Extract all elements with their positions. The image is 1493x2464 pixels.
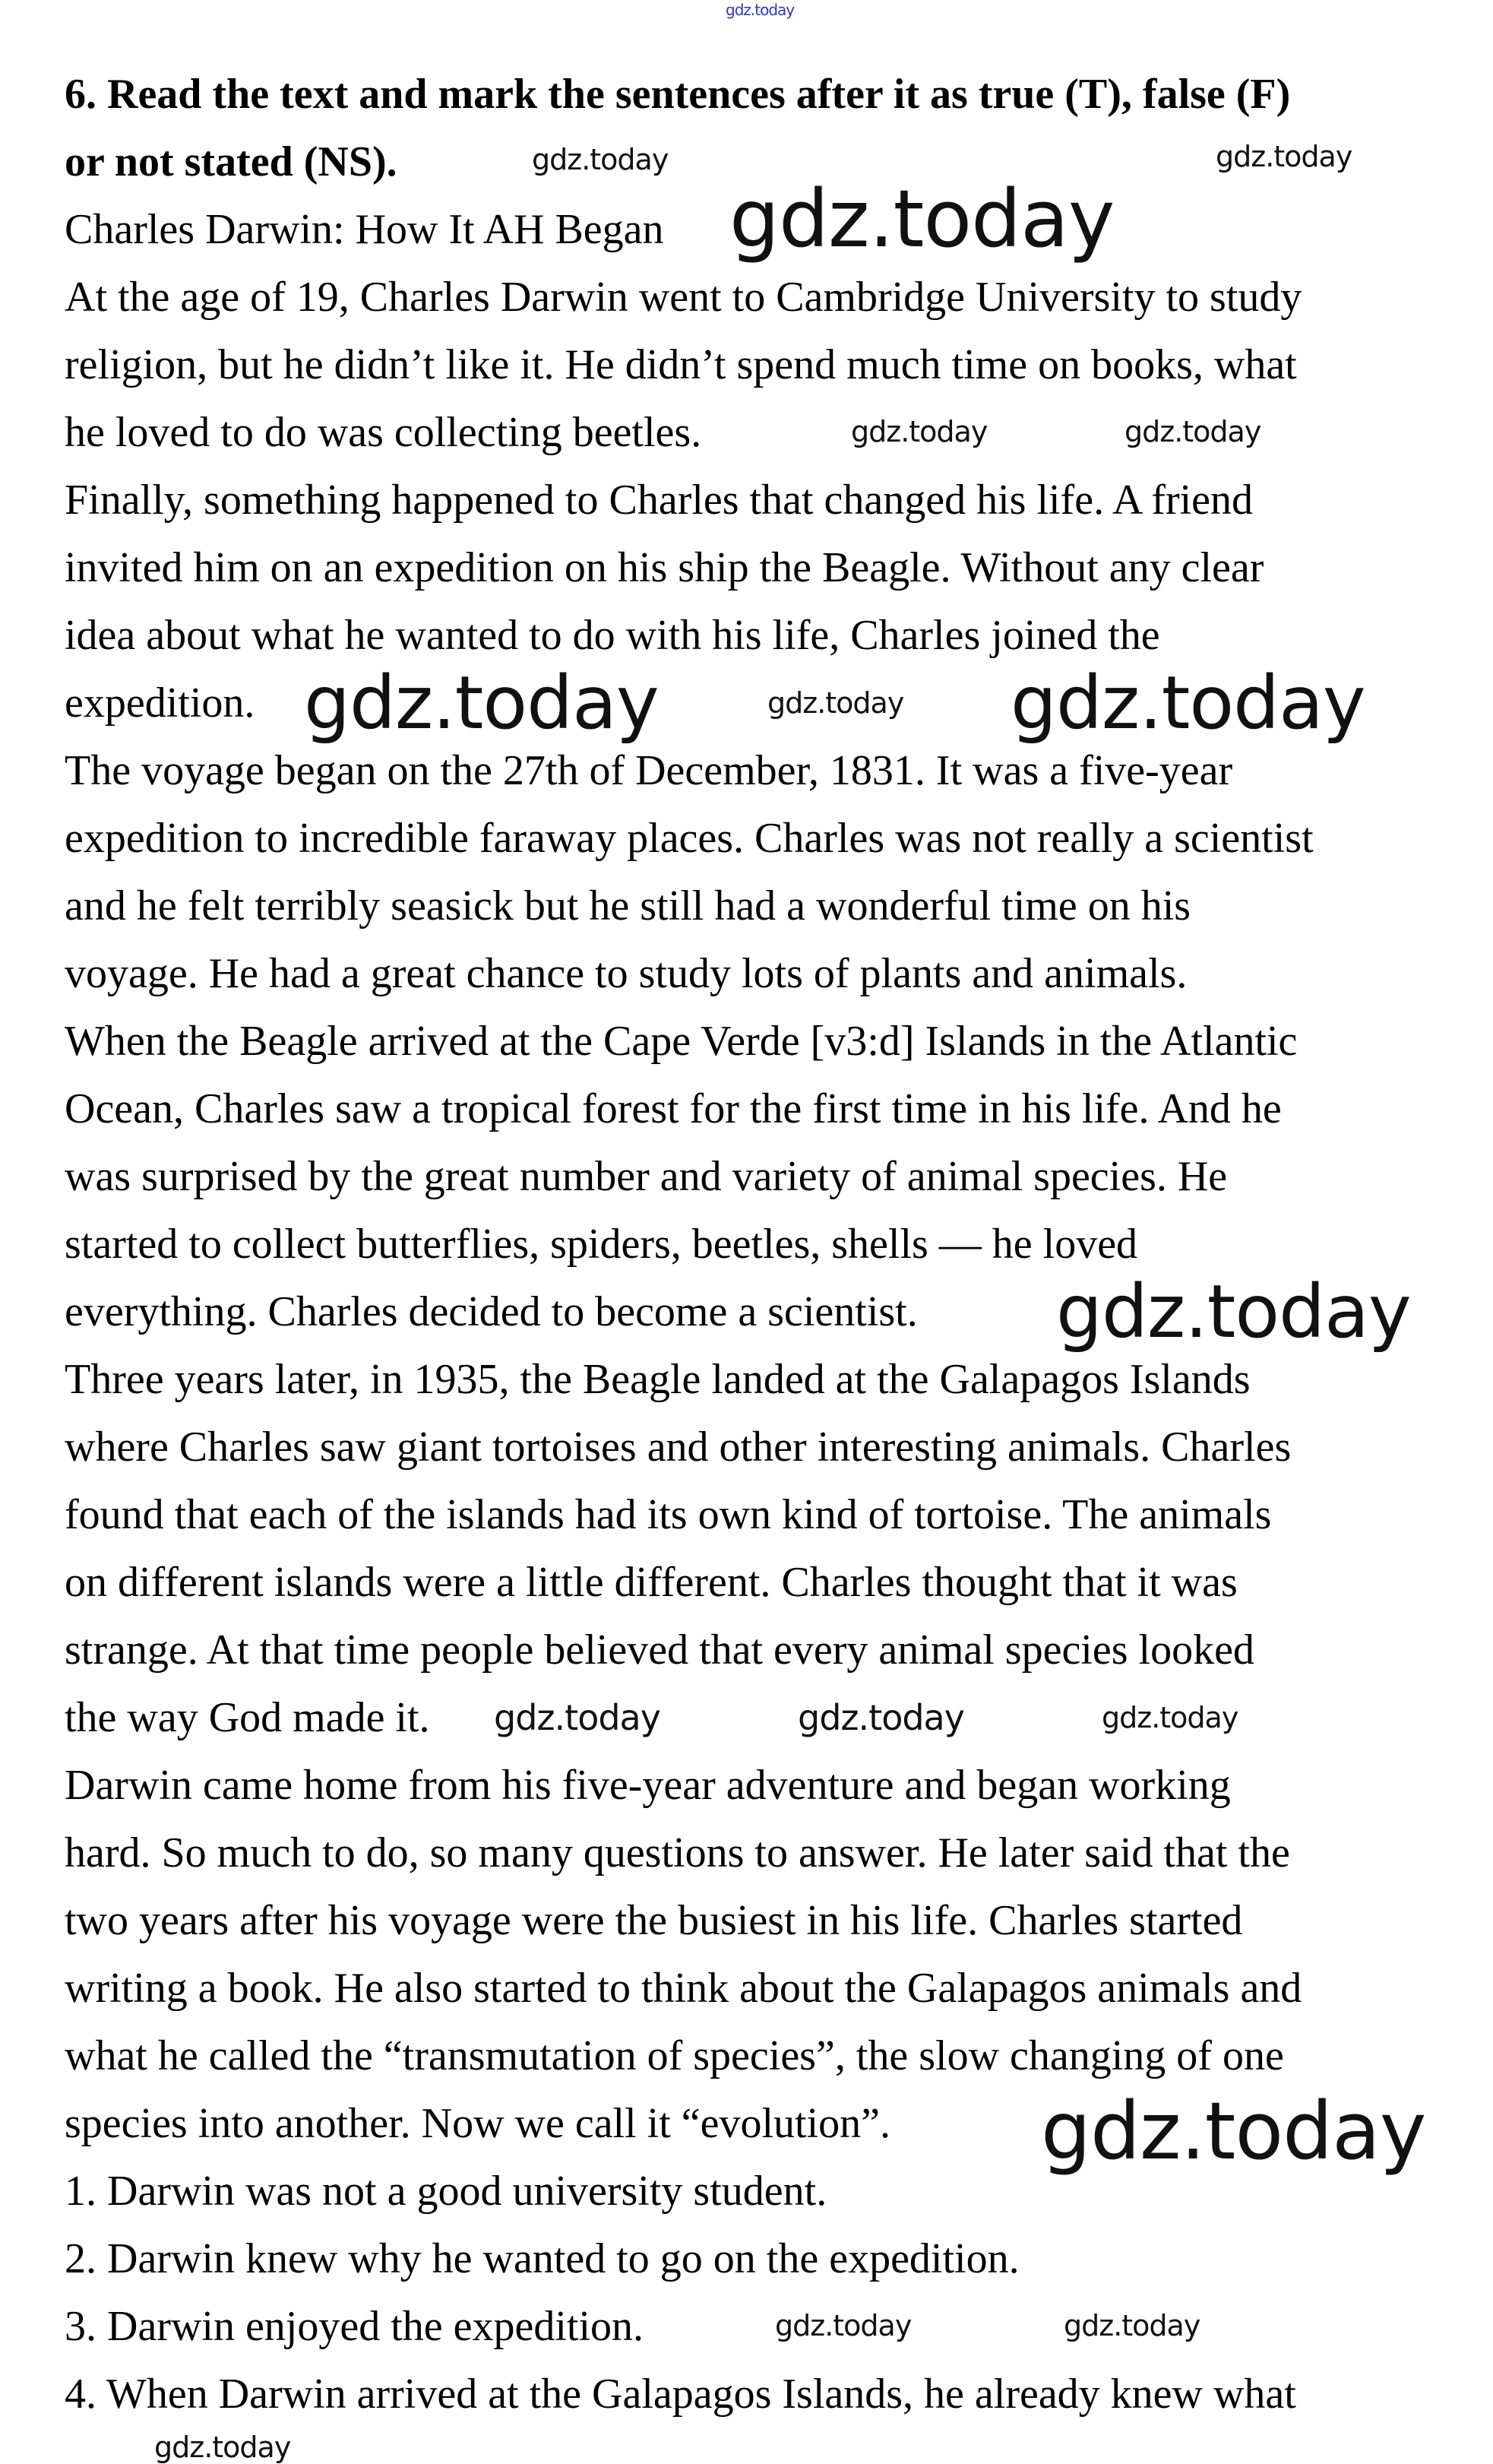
text-line: expedition. (65, 679, 255, 727)
text-line: what he called the “transmutation of species”, the slow changing of one (65, 2032, 1284, 2079)
text-line: Finally, something happened to Charles that changed his life. A friend (65, 477, 1254, 524)
task-title-line: 6. Read the text and mark the sentences after it as true (T), false (F) (65, 71, 1291, 118)
text-line: invited him on an expedition on his ship the Beagle. Without any clear (65, 544, 1264, 591)
text-line: At the age of 19, Charles Darwin went to Cambridge University to study (65, 274, 1302, 321)
text-line: religion, but he didn’t like it. He didn’t spend much time on books, what (65, 341, 1297, 388)
watermark: gdz.today (851, 415, 988, 448)
statement-item: 2. Darwin knew why he wanted to go on the expedition. (65, 2235, 1020, 2282)
text-line: idea about what he wanted to do with his life, Charles joined the (65, 612, 1160, 659)
text-line: where Charles saw giant tortoises and other interesting animals. Charles (65, 1424, 1292, 1471)
text-line: When the Beagle arrived at the Cape Verde [v3:d] Islands in the Atlantic (65, 1018, 1298, 1065)
header-watermark: gdz.today (726, 1, 795, 19)
watermark: gdz.today (798, 1697, 964, 1738)
text-line: expedition to incredible faraway places. Charles was not really a scientist (65, 815, 1314, 862)
watermark: gdz.today (154, 2431, 291, 2464)
text-line: found that each of the islands had its own kind of tortoise. The animals (65, 1491, 1272, 1538)
text-line: started to collect butterflies, spiders, beetles, shells — he loved (65, 1221, 1138, 1268)
task-title-line: or not stated (NS). (65, 138, 397, 185)
text-line: Ocean, Charles saw a tropical forest for the first time in his life. And he (65, 1085, 1282, 1132)
text-line: writing a book. He also started to think about the Galapagos animals and (65, 1965, 1302, 2012)
watermark: gdz.today (1124, 415, 1261, 448)
text-line: was surprised by the great number and variety of animal species. He (65, 1153, 1228, 1200)
text-line: everything. Charles decided to become a scientist. (65, 1288, 918, 1335)
text-line: Three years later, in 1935, the Beagle landed at the Galapagos Islands (65, 1356, 1251, 1403)
statement-item: 4. When Darwin arrived at the Galapagos Islands, he already knew what (65, 2371, 1296, 2418)
text-line: species into another. Now we call it “evolution”. (65, 2100, 891, 2147)
statement-item: 3. Darwin enjoyed the expedition. (65, 2303, 644, 2350)
watermark: gdz.today (532, 143, 669, 176)
text-line: The voyage began on the 27th of December, 1831. It was a five-year (65, 747, 1233, 794)
watermark: gdz.today (729, 173, 1115, 265)
text-title: Charles Darwin: How It AH Began (65, 206, 664, 253)
watermark: gdz.today (1064, 2309, 1200, 2342)
text-line: the way God made it. (65, 1694, 430, 1741)
text-line: and he felt terribly seasick but he still had a wonderful time on his (65, 882, 1191, 930)
text-line: voyage. He had a great chance to study lots of plants and animals. (65, 950, 1188, 997)
statement-item: 1. Darwin was not a good university student. (65, 2168, 827, 2215)
watermark: gdz.today (767, 686, 904, 720)
watermark: gdz.today (775, 2309, 912, 2342)
watermark: gdz.today (1056, 1269, 1411, 1354)
text-line: Darwin came home from his five-year adventure and began working (65, 1762, 1231, 1809)
watermark: gdz.today (1041, 2085, 1426, 2177)
text-line: on different islands were a little different. Charles thought that it was (65, 1559, 1238, 1606)
text-line: he loved to do was collecting beetles. (65, 409, 702, 456)
watermark: gdz.today (494, 1697, 660, 1738)
watermark: gdz.today (304, 660, 659, 746)
text-line: two years after his voyage were the busiest in his life. Charles started (65, 1897, 1243, 1944)
watermark: gdz.today (1102, 1701, 1238, 1734)
watermark: gdz.today (1216, 140, 1352, 173)
text-line: hard. So much to do, so many questions to answer. He later said that the (65, 1829, 1290, 1877)
text-line: strange. At that time people believed that every animal species looked (65, 1626, 1254, 1674)
watermark: gdz.today (1011, 660, 1365, 746)
